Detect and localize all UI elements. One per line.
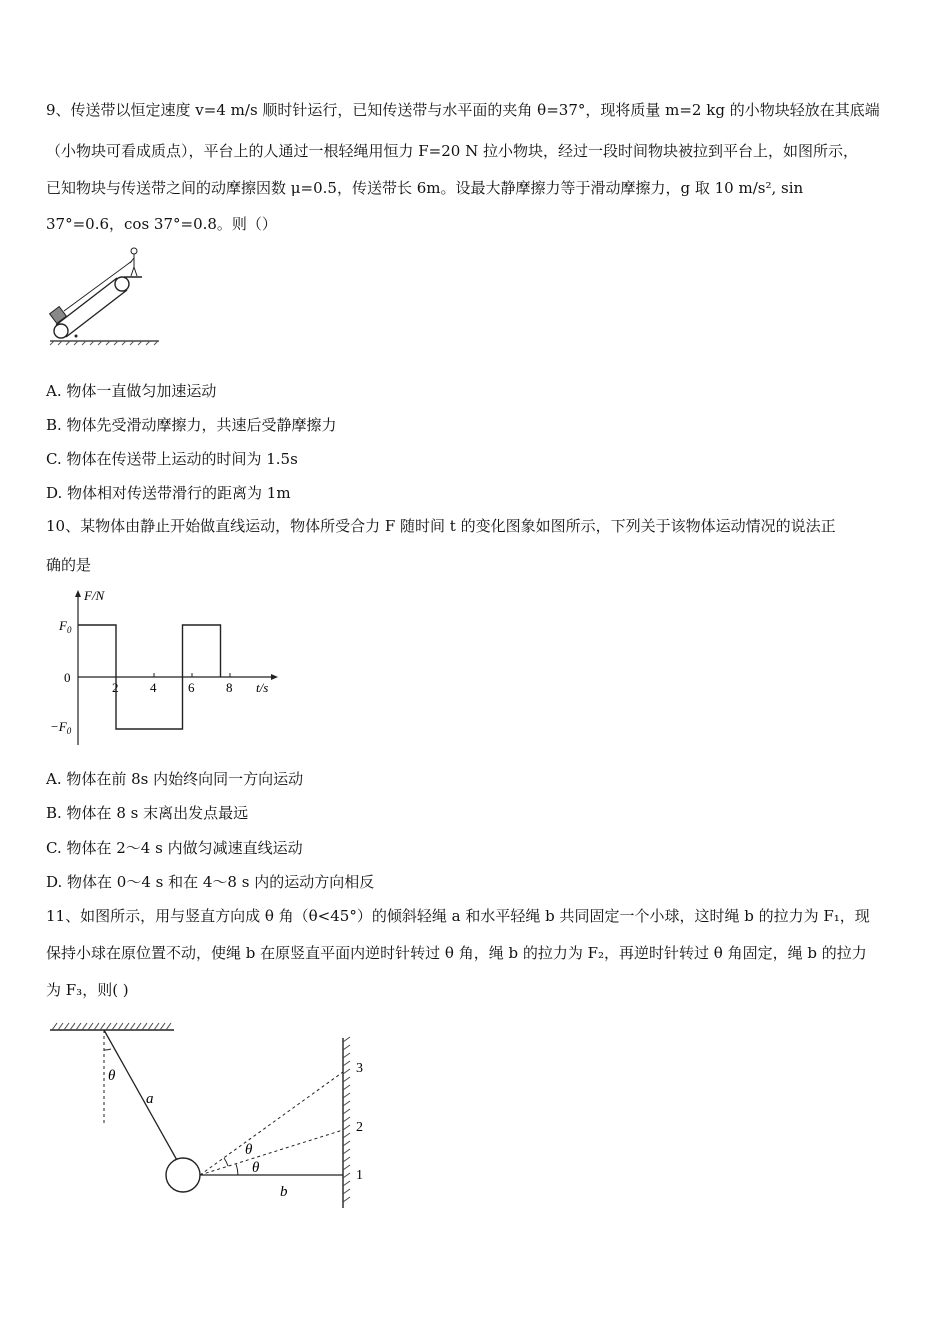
y-tick-zero: 0 (64, 670, 71, 685)
q10-line-1: 10、某物体由静止开始做直线运动，物体所受合力 F 随时间 t 的变化图象如图所示，下列关于该物体运动情况的说法正 (46, 517, 836, 535)
q11-line-3: 为 F₃，则( ) (46, 981, 129, 999)
theta-arc-2 (224, 1158, 228, 1166)
x-tick-label-2: 2 (112, 680, 119, 695)
q9-line-1: 9、传送带以恒定速度 v=4 m/s 顺时针运行，已知传送带与水平面的夹角 θ=37°，现将质量 m=2 kg 的小物块轻放在其底端 (46, 101, 880, 119)
point-2-label: 2 (356, 1120, 363, 1135)
x-axis-arrow (271, 674, 278, 680)
q10-option-c: C. 物体在 2～4 s 内做匀减速直线运动 (46, 839, 303, 857)
q10-line-2: 确的是 (46, 556, 92, 574)
theta-arc-1 (236, 1164, 238, 1175)
rope-b-position-2 (200, 1130, 343, 1175)
point-1-label: 1 (356, 1168, 363, 1183)
wall-hatch (343, 1037, 350, 1202)
q9-line-4: 37°=0.6，cos 37°=0.8。则（） (46, 215, 277, 233)
q9-line-3: 已知物块与传送带之间的动摩擦因数 μ=0.5，传送带长 6m。设最大静摩擦力等于滑动摩擦力，g 取 10 m/s², sin (46, 179, 804, 197)
q10-option-d: D. 物体在 0～4 s 和在 4～8 s 内的运动方向相反 (46, 873, 375, 891)
q9-option-a: A. 物体一直做匀加速运动 (46, 382, 217, 400)
rope-b-label: b (280, 1184, 288, 1200)
q9-line-2: （小物块可看成质点），平台上的人通过一根轻绳用恒力 F=20 N 拉小物块，经过一段时间物块被拉到平台上，如图所示， (46, 142, 858, 160)
x-axis-label: t/s (256, 680, 269, 695)
q9-option-b: B. 物体先受滑动摩擦力，共速后受静摩擦力 (46, 416, 337, 434)
x-tick-label-8: 8 (226, 680, 233, 695)
rope-b-position-3 (200, 1072, 343, 1175)
q9-option-d: D. 物体相对传送带滑行的距离为 1m (46, 484, 291, 502)
q11-line-2: 保持小球在原位置不动，使绳 b 在原竖直平面内逆时针转过 θ 角，绳 b 的拉力为 F₂，再逆时针转过 θ 角固定，绳 b 的拉力 (46, 944, 867, 962)
q10-option-a: A. 物体在前 8s 内始终向同一方向运动 (46, 770, 304, 788)
rope-a (104, 1030, 178, 1162)
theta-arc-top (104, 1049, 111, 1050)
rope-ball-figure (48, 1020, 378, 1215)
ball (166, 1158, 200, 1192)
x-tick-label-4: 4 (150, 680, 157, 695)
theta-label-1: θ (252, 1160, 260, 1176)
x-tick-label-6: 6 (188, 680, 195, 695)
y-tick-neg: $-F_0$ (50, 719, 72, 736)
point-3-label: 3 (356, 1061, 363, 1076)
theta-label-top: θ (108, 1068, 116, 1084)
y-tick-pos: $F_0$ (59, 618, 72, 635)
y-axis-arrow (75, 590, 81, 597)
rope-a-label: a (146, 1091, 154, 1107)
q10-option-b: B. 物体在 8 s 末离出发点最远 (46, 804, 249, 822)
q9-option-c: C. 物体在传送带上运动的时间为 1.5s (46, 450, 298, 468)
q11-line-1: 11、如图所示，用与竖直方向成 θ 角（θ<45°）的倾斜轻绳 a 和水平轻绳 b 共同固定一个小球，这时绳 b 的拉力为 F₁，现 (46, 907, 870, 925)
force-time-chart (46, 585, 286, 750)
ceiling-hatch (52, 1023, 171, 1030)
theta-label-2: θ (245, 1142, 253, 1158)
conveyor-belt-figure (44, 245, 164, 345)
y-axis-label: F/N (84, 588, 105, 603)
